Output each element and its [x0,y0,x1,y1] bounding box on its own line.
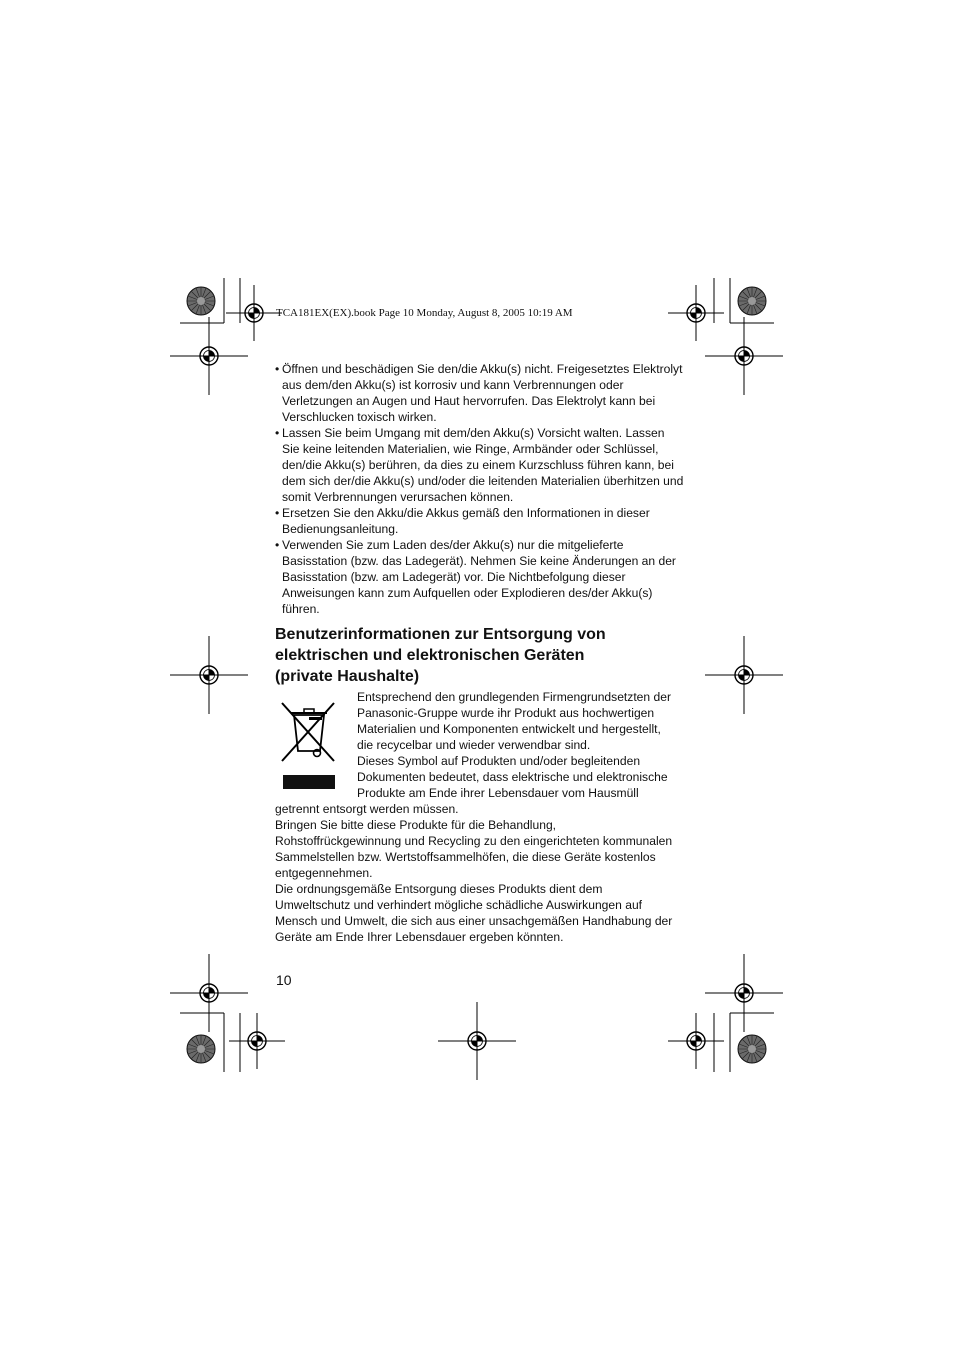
registration-mark-icon [229,1013,285,1069]
registration-mark-icon [705,954,783,1032]
text-line: entgegennehmen. [275,866,373,880]
registration-mark-icon [170,954,248,1032]
registration-mark-icon [226,285,282,341]
bullet-item: • Ersetzen Sie den Akku/die Akkus gemäß den Informationen in dieser Bedienungsanleitung. [275,505,685,537]
safety-bullet-list [275,361,685,617]
text-line: Umweltschutz und verhindert mögliche schädliche Auswirkungen auf [275,898,643,912]
registration-mark-icon [705,317,783,395]
section-heading [275,624,695,687]
text-line: Sammelstellen bzw. Wertstoffsammelhöfen, die diese Geräte kostenlos [275,850,656,864]
text-line: Panasonic-Gruppe wurde ihr Produkt aus hochwertigen [357,706,655,720]
text-line: Entsprechend den grundlegenden Firmengrundsetzten der [357,690,671,704]
bullet-item: • Lassen Sie beim Umgang mit dem/den Akku(s) Vorsicht walten. Lassen Sie keine leitenden Materialien, wie Ringe, Armbänder oder Schlüssel, den/die Akku(s) berühren, da dies zu einem Kurzschluss führen kann, bei dem sich der/die Akku(s) und/oder die leitenden Materialien überhitzen und somit Verbrennungen verursachen können. [275,425,685,505]
registration-mark-icon [438,1002,516,1080]
disposal-paragraph [275,689,685,945]
registration-mark-icon [668,1013,724,1069]
text-line: getrennt entsorgt werden müssen. [275,802,459,816]
bullet-item: • Verwenden Sie zum Laden des/der Akku(s) nur die mitgelieferte Basisstation (bzw. das Ladegerät). Nehmen Sie keine Änderungen an der Basisstation (bzw. am Ladegerät) vor. Die Nichtbefolgung dieser Anweisungen kann zum Aufquellen oder Explodieren des/der Akku(s) führen. [275,537,685,617]
text-line: Rohstoffrückgewinnung und Recycling zu den eingerichteten kommunalen [275,834,673,848]
text-line: die recycelbar und wieder verwendbar sind. [357,738,591,752]
text-line: Materialien und Komponenten entwickelt und hergestellt, [357,722,661,736]
registration-mark-icon [705,636,783,714]
heading-line: (private Haushalte) [275,668,420,685]
text-line: Produkte am Ende ihrer Lebensdauer vom Hausmüll [357,786,639,800]
color-registration-circle-icon [738,1035,766,1063]
registration-mark-icon [170,317,248,395]
text-line: Bringen Sie bitte diese Produkte für die Behandlung, [275,818,557,832]
page-number: 10 [276,972,292,988]
heading-line: Benutzerinformationen zur Entsorgung von [275,626,606,643]
text-line: Dieses Symbol auf Produkten und/oder begleitenden [357,754,641,768]
color-registration-circle-icon [187,1035,215,1063]
text-line: Mensch und Umwelt, die sich aus einer unsachgemäßen Handhabung der [275,914,673,928]
bullet-item: • Öffnen und beschädigen Sie den/die Akku(s) nicht. Freigesetztes Elektrolyt aus dem/den Akku(s) ist korrosiv und kann Verbrennungen oder Verletzungen an Augen und Haut hervorrufen. Das Elektrolyt kann bei Verschlucken toxisch wirken. [275,361,685,425]
text-line: Geräte am Ende Ihrer Lebensdauer ergeben könnten. [275,930,564,944]
text-line: Die ordnungsgemäße Entsorgung dieses Produkts dient dem [275,882,603,896]
color-registration-circle-icon [738,287,766,315]
registration-mark-icon [170,636,248,714]
heading-line: elektrischen und elektronischen Geräten [275,647,585,664]
color-registration-circle-icon [187,287,215,315]
registration-mark-icon [668,285,724,341]
text-line: Dokumenten bedeutet, dass elektrische und elektronische [357,770,668,784]
book-header: TCA181EX(EX).book Page 10 Monday, August 8, 2005 10:19 AM [276,307,573,319]
